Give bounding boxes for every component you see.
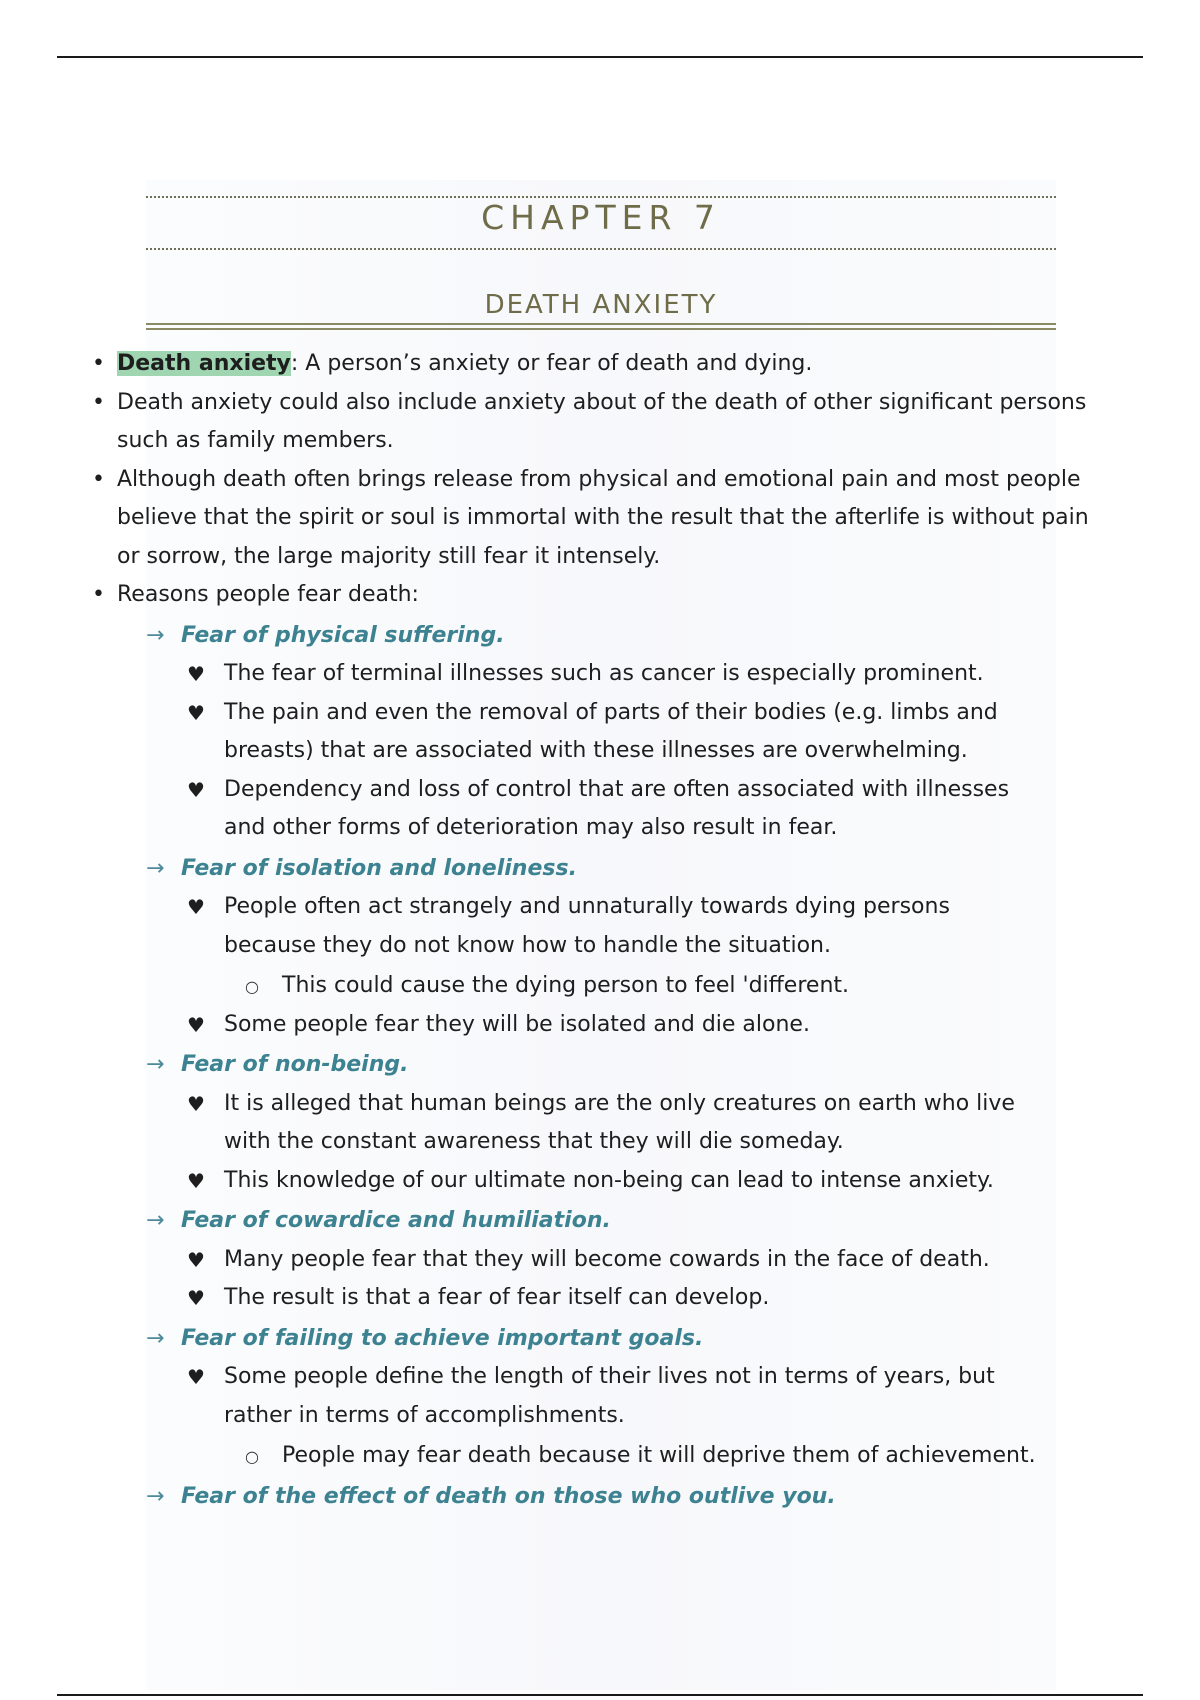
heart-icon: ♥ — [187, 777, 205, 802]
heart-icon: ♥ — [187, 1091, 205, 1116]
sub-list-item-text: The fear of terminal illnesses such as cancer is especially prominent. — [224, 661, 984, 686]
reason-heading-text: Fear of isolation and loneliness. — [181, 855, 577, 881]
circle-icon: ○ — [245, 1447, 259, 1466]
heart-icon: ♥ — [187, 895, 205, 919]
sub-list-item — [0, 655, 1200, 694]
reason-heading — [0, 1478, 1200, 1517]
list-item-text: Reasons people fear death: — [117, 582, 419, 607]
sub-list-item-text: Some people define the length of their lives not in terms of years, but rather in terms of accomplishments. — [224, 1364, 995, 1428]
reason-heading — [0, 1046, 1200, 1085]
sub-list-item — [0, 694, 1200, 771]
list-item — [0, 461, 1200, 577]
bullet-icon: • — [92, 351, 105, 376]
list-item — [0, 384, 1200, 461]
bottom-rule — [57, 1694, 1143, 1696]
sub-list-item-text: Some people fear they will be isolated and die alone. — [224, 1011, 810, 1037]
arrow-icon: → — [146, 1208, 165, 1233]
list-item-text: Death anxiety could also include anxiety about of the death of other significant persons such as family members. — [117, 389, 1087, 453]
arrow-icon: → — [146, 855, 165, 881]
bullet-icon: • — [92, 582, 105, 607]
circle-icon: ○ — [245, 977, 259, 996]
term-definition: : A person’s anxiety or fear of death and dying. — [290, 351, 813, 376]
bullet-icon: • — [92, 389, 105, 415]
highlighted-term: Death anxiety — [117, 351, 291, 376]
reason-heading — [0, 617, 1200, 656]
chapter-title: CHAPTER 7 — [481, 198, 721, 237]
heart-icon: ♥ — [187, 1286, 205, 1310]
arrow-icon: → — [146, 622, 165, 648]
chapter-divider-bottom — [146, 248, 1056, 250]
heart-icon: ♥ — [187, 1168, 205, 1193]
reason-heading-text: Fear of cowardice and humiliation. — [181, 1208, 611, 1233]
sub-list-item-text: People often act strangely and unnaturally towards dying persons because they do not know how to handle the situation. — [224, 894, 950, 958]
heart-icon: ♥ — [187, 662, 205, 686]
sub-list-item — [0, 1358, 1200, 1435]
title-double-rule — [146, 323, 1056, 330]
reason-heading-text: Fear of non-being. — [181, 1052, 409, 1077]
heart-icon: ♥ — [187, 1247, 205, 1272]
nested-list-item — [0, 967, 1200, 1006]
sub-list-item-text: The result is that a fear of fear itself can develop. — [224, 1285, 770, 1310]
arrow-icon: → — [146, 1052, 165, 1077]
sub-list-item-text: This knowledge of our ultimate non-being can lead to intense anxiety. — [224, 1167, 994, 1193]
sub-list-item — [0, 1162, 1200, 1201]
sub-list-item-text: Dependency and loss of control that are often associated with illnesses and other forms of deterioration may also result in fear. — [224, 776, 1010, 840]
reason-heading — [0, 1320, 1200, 1359]
sub-list-item — [0, 771, 1200, 848]
sub-list-item — [0, 1006, 1200, 1045]
arrow-icon: → — [146, 1325, 165, 1351]
heart-icon: ♥ — [187, 700, 205, 725]
reason-heading — [0, 1202, 1200, 1241]
sub-list-item-text: It is alleged that human beings are the only creatures on earth who live with the constant awareness that they will die someday. — [224, 1090, 1015, 1154]
nested-list-item — [0, 1437, 1200, 1476]
nested-list-item-text: People may fear death because it will deprive them of achievement. — [282, 1443, 1036, 1468]
sub-list-item-text: The pain and even the removal of parts of their bodies (e.g. limbs and breasts) that are associated with these illnesses are overwhelming. — [224, 699, 998, 763]
section-title: DEATH ANXIETY — [484, 290, 718, 320]
sub-list-item — [0, 1279, 1200, 1318]
document-body — [0, 345, 1200, 1516]
reason-heading-text: Fear of the effect of death on those who outlive you. — [181, 1483, 836, 1509]
sub-list-item — [0, 1241, 1200, 1280]
bullet-icon: • — [92, 466, 105, 492]
sub-list-item — [0, 888, 1200, 965]
list-item — [0, 345, 1200, 384]
reason-heading-text: Fear of failing to achieve important goals. — [181, 1325, 704, 1351]
arrow-icon: → — [146, 1483, 165, 1509]
reason-heading — [0, 850, 1200, 889]
sub-list-item — [0, 1085, 1200, 1162]
reason-heading-text: Fear of physical suffering. — [181, 622, 505, 648]
heart-icon: ♥ — [187, 1365, 205, 1389]
top-rule — [57, 56, 1143, 58]
list-item — [0, 576, 1200, 615]
sub-list-item-text: Many people fear that they will become cowards in the face of death. — [224, 1246, 990, 1272]
nested-list-item-text: This could cause the dying person to feel 'different. — [282, 973, 850, 998]
heart-icon: ♥ — [187, 1012, 205, 1037]
list-item-text: Although death often brings release from physical and emotional pain and most people believe that the spirit or soul is immortal with the result that the afterlife is without pain or sorrow, the large majority still fear it intensely. — [117, 466, 1089, 569]
